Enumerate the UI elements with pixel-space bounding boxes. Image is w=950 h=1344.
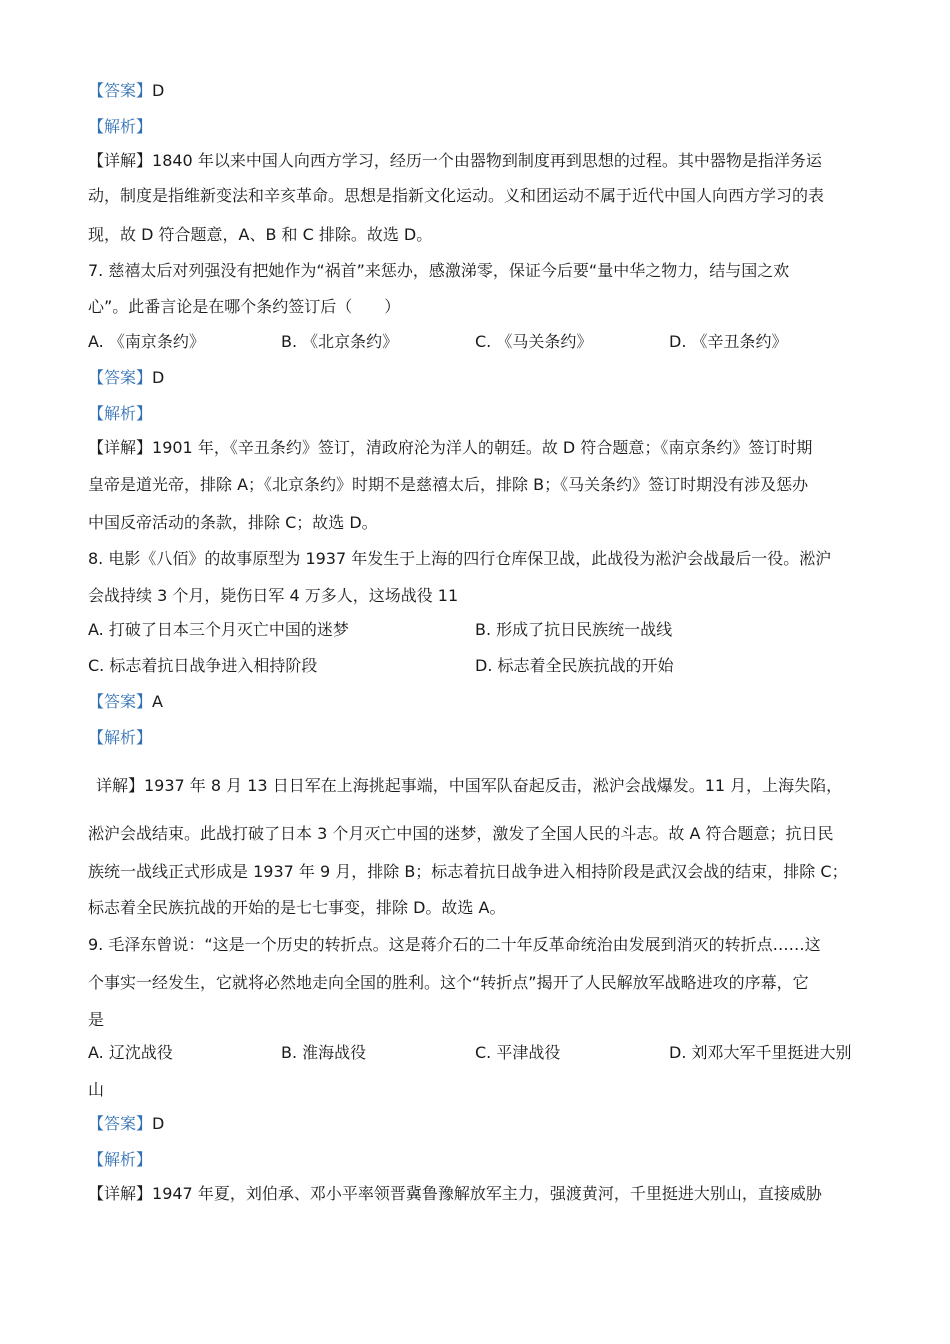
question-9-line <box>88 972 809 994</box>
question-9-line <box>88 1009 104 1031</box>
option-c: C. 《马关条约》 <box>475 332 593 351</box>
detail-line <box>88 437 812 459</box>
answer-text: D <box>152 81 165 100</box>
detail-line <box>88 512 378 534</box>
question-text: 个事实一经发生，它就将必然地走向全国的胜利。这个“转折点”揭开了人民解放军战略进攻的序幕，它 <box>88 973 809 992</box>
analysis-line <box>88 1149 152 1171</box>
option-a: A. 打破了日本三个月灭亡中国的迷梦 <box>88 620 349 639</box>
question-text: 8. 电影《八佰》的故事原型为 1937 年发生于上海的四行仓库保卫战，此战役为淞沪会战最后一役。淞沪 <box>88 549 832 568</box>
question-text: 心”。此番言论是在哪个条约签订后（ ） <box>88 297 401 316</box>
detail-tag: 【详解】 <box>88 438 153 457</box>
detail-text: 动，制度是指维新变法和辛亥革命。思想是指新文化运动。义和团运动不属于近代中国人向西方学习的表 <box>88 186 825 205</box>
detail-text: 标志着全民族抗战的开始的是七七事变，排除 D。故选 A。 <box>88 898 506 917</box>
analysis-line <box>88 403 152 425</box>
detail-line <box>88 185 824 207</box>
detail-text: 1840 年以来中国人向西方学习，经历一个由器物到制度再到思想的过程。其中器物是指洋务运 <box>152 151 822 170</box>
analysis-tag: 【解析】 <box>88 404 153 423</box>
option-b: B. 淮海战役 <box>281 1043 367 1062</box>
detail-line <box>88 150 822 172</box>
detail-line <box>88 823 833 845</box>
detail-line <box>96 775 842 797</box>
detail-text: 1901 年，《辛丑条约》签订，清政府沦为洋人的朝廷。故 D 符合题意；《南京条约》签订时期 <box>152 438 813 457</box>
detail-tag: 【详解】 <box>88 151 153 170</box>
detail-line <box>88 897 505 919</box>
answer-tag: 【答案】 <box>88 1114 153 1133</box>
option-c: C. 标志着抗日战争进入相持阶段 <box>88 656 318 675</box>
detail-text: 中国反帝活动的条款，排除 C；故选 D。 <box>88 513 378 532</box>
detail-text: 现，故 D 符合题意，A、B 和 C 排除。故选 D。 <box>88 225 433 244</box>
question-text: 7. 慈禧太后对列强没有把她作为“祸首”来惩办，感激涕零，保证今后要“量中华之物力，结与国之欢 <box>88 261 790 280</box>
detail-text: 详解】1937 年 8 月 13 日日军在上海挑起事端，中国军队奋起反击，淞沪会战爆发。11 月，上海失陷， <box>96 776 843 795</box>
answer-line <box>88 691 163 713</box>
answer-text: D <box>152 1114 165 1133</box>
analysis-tag: 【解析】 <box>88 728 153 747</box>
question-text: 是 <box>88 1010 105 1029</box>
question-text: 9. 毛泽东曾说：“这是一个历史的转折点。这是蒋介石的二十年反革命统治由发展到消灭的转折点……这 <box>88 935 821 954</box>
answer-tag: 【答案】 <box>88 692 153 711</box>
option-text: 山 <box>88 1080 105 1099</box>
option-d: D. 《辛丑条约》 <box>669 332 788 351</box>
option-d: D. 标志着全民族抗战的开始 <box>475 656 674 675</box>
detail-text: 淞沪会战结束。此战打破了日本 3 个月灭亡中国的迷梦，激发了全国人民的斗志。故 A 符合题意；抗日民 <box>88 824 834 843</box>
option-d: D. 刘邓大军千里挺进大别 <box>669 1043 852 1062</box>
detail-text: 族统一战线正式形成是 1937 年 9 月，排除 B；标志着抗日战争进入相持阶段是武汉会战的结束，排除 C； <box>88 862 848 881</box>
option-b: B. 《北京条约》 <box>281 332 399 351</box>
option-c: C. 平津战役 <box>475 1043 561 1062</box>
detail-line <box>88 474 808 496</box>
answer-tag: 【答案】 <box>88 81 153 100</box>
answer-line <box>88 1113 164 1135</box>
analysis-line <box>88 116 152 138</box>
detail-line <box>88 861 848 883</box>
question-8-line <box>88 548 831 570</box>
option-b: B. 形成了抗日民族统一战线 <box>475 620 673 639</box>
question-text: 会战持续 3 个月，毙伤日军 4 万多人，这场战役 11 <box>88 586 459 605</box>
answer-line <box>88 367 164 389</box>
analysis-tag: 【解析】 <box>88 117 153 136</box>
option-a: A. 《南京条约》 <box>88 332 205 351</box>
detail-line <box>88 1183 822 1205</box>
detail-text: 1947 年夏，刘伯承、邓小平率领晋冀鲁豫解放军主力，强渡黄河，千里挺进大别山，直接威胁 <box>152 1184 822 1203</box>
question-7-line <box>88 260 789 282</box>
analysis-line <box>88 727 152 749</box>
analysis-tag: 【解析】 <box>88 1150 153 1169</box>
detail-tag: 【详解】 <box>88 1184 153 1203</box>
option-d-continuation <box>88 1079 104 1101</box>
answer-text: D <box>152 368 165 387</box>
question-8-line <box>88 585 458 607</box>
answer-line <box>88 80 164 102</box>
answer-text: A <box>152 692 163 711</box>
question-9-line <box>88 934 821 956</box>
detail-text: 皇帝是道光帝，排除 A；《北京条约》时期不是慈禧太后，排除 B；《马关条约》签订时期没有涉及惩办 <box>88 475 809 494</box>
question-7-line <box>88 296 400 318</box>
detail-line <box>88 224 432 246</box>
answer-tag: 【答案】 <box>88 368 153 387</box>
option-a: A. 辽沈战役 <box>88 1043 173 1062</box>
